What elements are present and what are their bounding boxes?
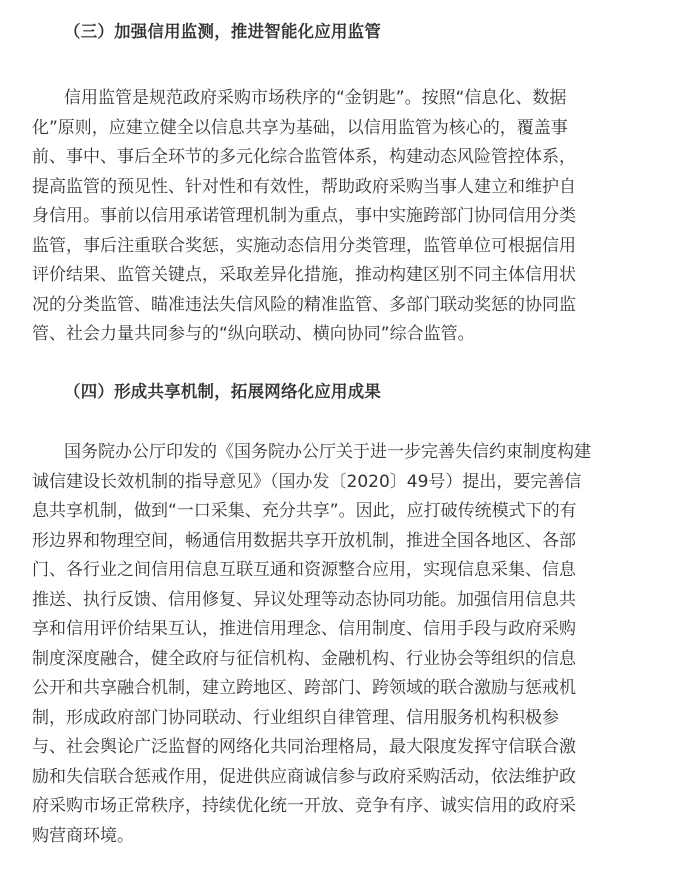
- paragraph-line: 享和信用评价结果互认，推进信用理念、信用制度、信用手段与政府采购: [32, 619, 576, 639]
- paragraph-line: 与、社会舆论广泛监督的网络化共同治理格局，最大限度发挥守信联合激: [32, 737, 576, 757]
- paragraph-line: 监管，事后注重联合奖惩，实施动态信用分类管理，监管单位可根据信用: [32, 235, 576, 256]
- paragraph-line: 诚信建设长效机制的指导意见》（国办发〔2020〕49号）提出，要完善信: [32, 471, 582, 492]
- section-paragraph-4: [32, 438, 656, 851]
- paragraph-line: 府采购市场正常秩序，持续优化统一开放、竞争有序、诚实信用的政府采: [32, 796, 576, 816]
- paragraph-line: 购营商环境。: [32, 825, 134, 846]
- paragraph-line: 推送、执行反馈、信用修复、异议处理等动态协同功能。加强信用信息共: [32, 589, 576, 610]
- paragraph-line: 励和失信联合惩戒作用，促进供应商诚信参与政府采购活动，依法维护政: [32, 766, 576, 787]
- paragraph-line: 化”原则，应建立健全以信息共享为基础，以信用监管为核心的，覆盖事: [32, 117, 568, 138]
- paragraph-line: 评价结果、监管关键点，采取差异化措施，推动构建区别不同主体信用状: [32, 265, 576, 285]
- paragraph-line: 门、各行业之间信用信息互联互通和资源整合应用，实现信息采集、信息: [32, 560, 576, 580]
- paragraph-line: 形边界和物理空间，畅通信用数据共享开放机制，推进全国各地区、各部: [32, 530, 576, 551]
- section-heading-4: （四）形成共享机制，拓展网络化应用成果: [64, 382, 382, 401]
- section-paragraph-3: [32, 84, 656, 350]
- paragraph-line: 公开和共享融合机制，建立跨地区、跨部门、跨领域的联合激励与惩戒机: [32, 678, 576, 698]
- paragraph-line: 国务院办公厅印发的《国务院办公厅关于进一步完善失信约束制度构建: [64, 442, 591, 462]
- paragraph-line: 管、社会力量共同参与的“纵向联动、横向协同”综合监管。: [32, 324, 475, 344]
- paragraph-line: 身信用。事前以信用承诺管理机制为重点，事中实施跨部门协同信用分类: [32, 206, 576, 226]
- paragraph-line: 信用监管是规范政府采购市场秩序的“金钥匙”。按照“信息化、数据: [64, 88, 567, 108]
- paragraph-line: 息共享机制，做到“一口采集、充分共享”。因此，应打破传统模式下的有: [32, 501, 577, 521]
- paragraph-line: 提高监管的预见性、针对性和有效性，帮助政府采购当事人建立和维护自: [32, 176, 576, 197]
- paragraph-line: 制度深度融合，健全政府与征信机构、金融机构、行业协会等组织的信息: [32, 648, 576, 669]
- paragraph-line: 前、事中、事后全环节的多元化综合监管体系，构建动态风险管控体系，: [32, 147, 576, 167]
- section-heading-3: （三）加强信用监测，推进智能化应用监管: [64, 22, 382, 41]
- paragraph-line: 制，形成政府部门协同联动、行业组织自律管理、信用服务机构积极参: [32, 707, 559, 728]
- paragraph-line: 况的分类监管、瞄准违法失信风险的精准监管、多部门联动奖惩的协同监: [32, 294, 576, 315]
